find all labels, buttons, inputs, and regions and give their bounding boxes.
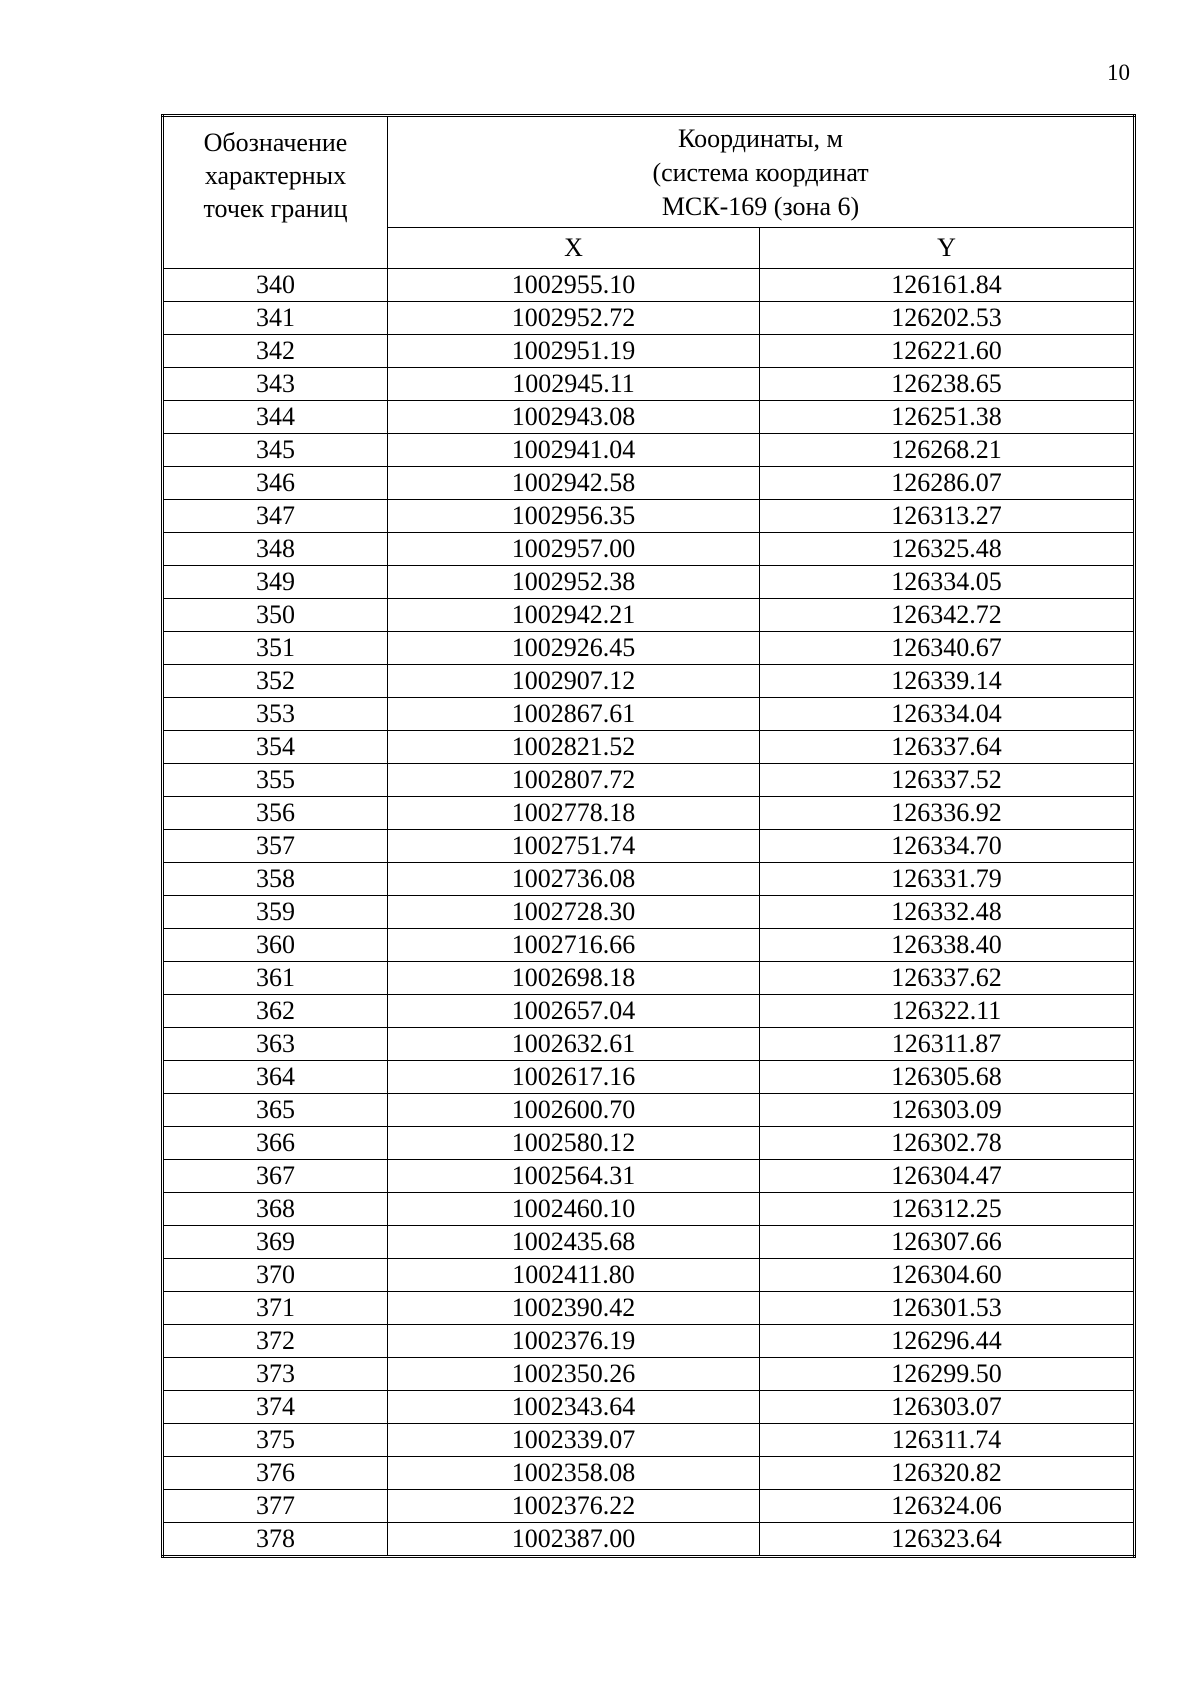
y-cell: 126296.44 [760,1325,1135,1358]
point-cell: 350 [163,599,388,632]
point-cell: 344 [163,401,388,434]
table-row [163,764,1135,797]
x-cell: 1002632.61 [388,1028,760,1061]
x-cell: 1002945.11 [388,368,760,401]
point-cell: 352 [163,665,388,698]
y-cell: 126268.21 [760,434,1135,467]
table-row [163,401,1135,434]
point-cell: 374 [163,1391,388,1424]
y-cell: 126303.07 [760,1391,1135,1424]
x-cell: 1002376.19 [388,1325,760,1358]
table-row [163,500,1135,533]
point-cell: 343 [163,368,388,401]
x-cell: 1002778.18 [388,797,760,830]
point-cell: 365 [163,1094,388,1127]
point-cell: 376 [163,1457,388,1490]
x-column-header: X [388,228,760,269]
point-cell: 366 [163,1127,388,1160]
y-cell: 126161.84 [760,269,1135,302]
y-cell: 126334.05 [760,566,1135,599]
x-cell: 1002343.64 [388,1391,760,1424]
table-row [163,533,1135,566]
table-row [163,434,1135,467]
table-row [163,698,1135,731]
y-cell: 126323.64 [760,1523,1135,1557]
y-cell: 126304.47 [760,1160,1135,1193]
table-row [163,632,1135,665]
y-cell: 126337.52 [760,764,1135,797]
point-cell: 341 [163,302,388,335]
point-cell: 347 [163,500,388,533]
y-cell: 126342.72 [760,599,1135,632]
coordinates-header-line: (система координат [652,158,869,187]
x-cell: 1002957.00 [388,533,760,566]
x-cell: 1002698.18 [388,962,760,995]
x-cell: 1002942.58 [388,467,760,500]
y-cell: 126238.65 [760,368,1135,401]
y-cell: 126320.82 [760,1457,1135,1490]
coordinates-header-line: Координаты, м [678,124,843,153]
point-cell: 353 [163,698,388,731]
point-cell: 377 [163,1490,388,1523]
table-row [163,1061,1135,1094]
y-cell: 126303.09 [760,1094,1135,1127]
table-row [163,368,1135,401]
point-cell: 363 [163,1028,388,1061]
y-cell: 126313.27 [760,500,1135,533]
x-cell: 1002339.07 [388,1424,760,1457]
point-cell: 340 [163,269,388,302]
y-cell: 126334.04 [760,698,1135,731]
y-cell: 126337.64 [760,731,1135,764]
y-cell: 126311.74 [760,1424,1135,1457]
y-cell: 126334.70 [760,830,1135,863]
point-cell: 342 [163,335,388,368]
x-cell: 1002460.10 [388,1193,760,1226]
point-cell: 378 [163,1523,388,1557]
point-cell: 358 [163,863,388,896]
table-row [163,797,1135,830]
table-row [163,1160,1135,1193]
point-cell: 356 [163,797,388,830]
point-cell: 368 [163,1193,388,1226]
point-cell: 371 [163,1292,388,1325]
designation-header-line: характерных [204,161,347,190]
coordinates-table-container [161,114,1133,1558]
table-row [163,1391,1135,1424]
coordinates-header-line: МСК-169 (зона 6) [661,192,860,221]
table-row [163,830,1135,863]
x-cell: 1002564.31 [388,1160,760,1193]
point-cell: 369 [163,1226,388,1259]
point-cell: 372 [163,1325,388,1358]
table-row [163,962,1135,995]
table-row [163,1490,1135,1523]
table-row [163,896,1135,929]
table-row [163,1193,1135,1226]
x-cell: 1002411.80 [388,1259,760,1292]
y-cell: 126336.92 [760,797,1135,830]
table-row [163,302,1135,335]
table-row [163,1028,1135,1061]
x-cell: 1002600.70 [388,1094,760,1127]
x-cell: 1002943.08 [388,401,760,434]
table-row [163,1358,1135,1391]
point-cell: 346 [163,467,388,500]
x-cell: 1002390.42 [388,1292,760,1325]
x-cell: 1002907.12 [388,665,760,698]
coordinates-table [161,114,1136,1558]
table-row [163,335,1135,368]
point-cell: 373 [163,1358,388,1391]
point-cell: 354 [163,731,388,764]
table-row [163,863,1135,896]
table-body [163,269,1135,1557]
point-cell: 360 [163,929,388,962]
designation-header-line: точек границ [203,194,348,223]
x-cell: 1002955.10 [388,269,760,302]
point-cell: 345 [163,434,388,467]
y-cell: 126331.79 [760,863,1135,896]
x-cell: 1002807.72 [388,764,760,797]
table-row [163,1523,1135,1557]
y-cell: 126302.78 [760,1127,1135,1160]
y-cell: 126324.06 [760,1490,1135,1523]
x-cell: 1002952.38 [388,566,760,599]
x-cell: 1002376.22 [388,1490,760,1523]
x-cell: 1002358.08 [388,1457,760,1490]
point-cell: 364 [163,1061,388,1094]
x-cell: 1002952.72 [388,302,760,335]
y-cell: 126332.48 [760,896,1135,929]
y-cell: 126338.40 [760,929,1135,962]
x-cell: 1002350.26 [388,1358,760,1391]
table-row [163,1292,1135,1325]
y-cell: 126311.87 [760,1028,1135,1061]
point-cell: 348 [163,533,388,566]
point-cell: 361 [163,962,388,995]
x-cell: 1002435.68 [388,1226,760,1259]
table-row [163,995,1135,1028]
x-cell: 1002926.45 [388,632,760,665]
y-column-header: Y [760,228,1135,269]
x-cell: 1002867.61 [388,698,760,731]
point-cell: 349 [163,566,388,599]
x-cell: 1002942.21 [388,599,760,632]
point-cell: 367 [163,1160,388,1193]
point-cell: 375 [163,1424,388,1457]
y-cell: 126340.67 [760,632,1135,665]
page-number: 10 [1107,60,1130,85]
table-row [163,665,1135,698]
x-cell: 1002736.08 [388,863,760,896]
x-cell: 1002716.66 [388,929,760,962]
y-cell: 126304.60 [760,1259,1135,1292]
x-cell: 1002821.52 [388,731,760,764]
y-cell: 126221.60 [760,335,1135,368]
y-cell: 126312.25 [760,1193,1135,1226]
table-row [163,269,1135,302]
y-cell: 126251.38 [760,401,1135,434]
table-row [163,731,1135,764]
x-cell: 1002387.00 [388,1523,760,1557]
designation-header-line: Обозначение [203,128,348,157]
table-row [163,1094,1135,1127]
y-cell: 126301.53 [760,1292,1135,1325]
table-row [163,1259,1135,1292]
point-cell: 355 [163,764,388,797]
point-cell: 370 [163,1259,388,1292]
x-cell: 1002951.19 [388,335,760,368]
x-cell: 1002617.16 [388,1061,760,1094]
table-row [163,566,1135,599]
table-row [163,929,1135,962]
point-cell: 351 [163,632,388,665]
y-cell: 126286.07 [760,467,1135,500]
table-row [163,1127,1135,1160]
y-cell: 126299.50 [760,1358,1135,1391]
y-cell: 126339.14 [760,665,1135,698]
y-cell: 126322.11 [760,995,1135,1028]
table-row [163,599,1135,632]
y-cell: 126337.62 [760,962,1135,995]
x-cell: 1002956.35 [388,500,760,533]
point-cell: 362 [163,995,388,1028]
y-cell: 126202.53 [760,302,1135,335]
table-header [163,116,1135,269]
table-row [163,1457,1135,1490]
y-cell: 126305.68 [760,1061,1135,1094]
table-row [163,1226,1135,1259]
point-cell: 357 [163,830,388,863]
x-cell: 1002580.12 [388,1127,760,1160]
point-cell: 359 [163,896,388,929]
x-cell: 1002941.04 [388,434,760,467]
y-cell: 126325.48 [760,533,1135,566]
designation-header [163,116,388,269]
x-cell: 1002657.04 [388,995,760,1028]
coordinates-header [388,116,1135,228]
table-row [163,1325,1135,1358]
table-row [163,1424,1135,1457]
y-cell: 126307.66 [760,1226,1135,1259]
x-cell: 1002728.30 [388,896,760,929]
x-cell: 1002751.74 [388,830,760,863]
table-row [163,467,1135,500]
